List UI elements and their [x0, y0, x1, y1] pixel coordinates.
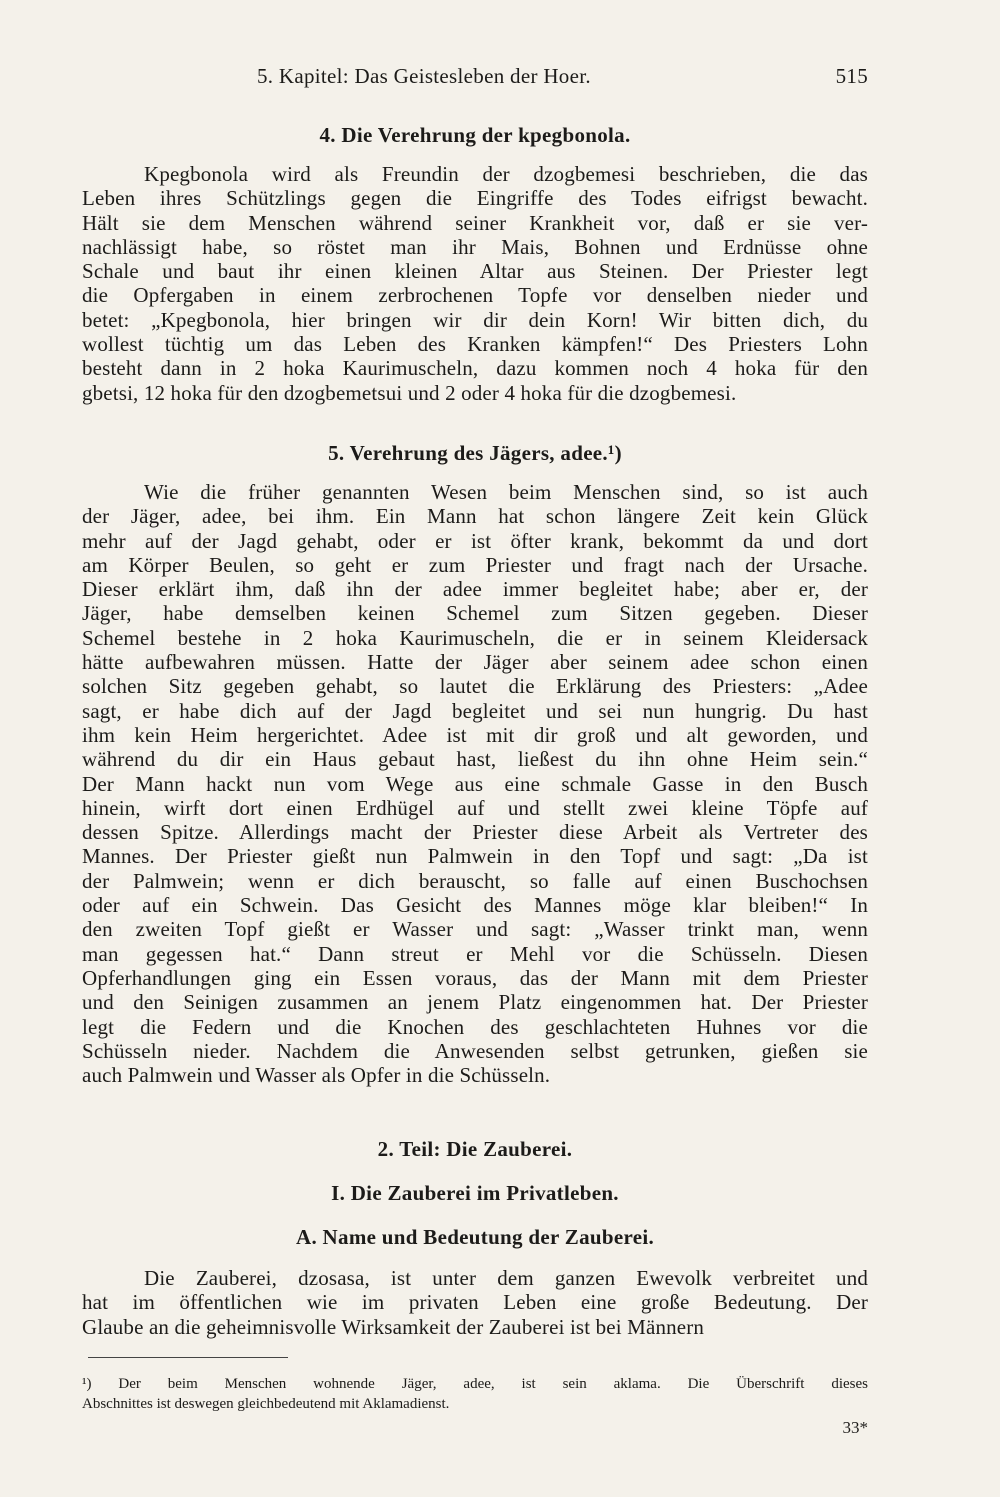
- text-line: Leben ihres Schützlings gegen die Eingriffe des Todes eifrigst bewacht.: [82, 186, 868, 211]
- text-line: Glaube an die geheimnisvolle Wirksamkeit der Zauberei ist bei Männern: [82, 1314, 705, 1339]
- text-line: oder auf ein Schwein. Das Gesicht des Mannes möge klar bleiben!“ In: [82, 893, 868, 918]
- text-line: der Palmwein; wenn er dich berauscht, so falle auf einen Buschochsen: [82, 868, 868, 893]
- text-line: hätte aufbewahren müssen. Hatte der Jäger aber seinem adee schon einen: [82, 650, 868, 675]
- text-line: und den Seinigen zusammen an jenem Platz eingenommen hat. Der Priester: [82, 990, 868, 1015]
- text-line: legt die Federn und die Knochen des geschlachteten Huhnes vor die: [82, 1014, 868, 1039]
- text-line: Abschnittes ist deswegen gleichbedeutend mit Aklamadienst.: [82, 1396, 450, 1412]
- footnote: [82, 1374, 868, 1414]
- text-line: man gegessen hat.“ Dann streut er Mehl vor die Schüsseln. Diesen: [82, 941, 868, 966]
- running-title: 5. Kapitel: Das Geistesleben der Hoer.: [257, 64, 591, 88]
- text-line: Hält sie dem Menschen während seiner Krankheit vor, daß er sie ver-: [82, 210, 868, 235]
- text-line: während du dir ein Haus gebaut hast, ließest du ihn ohne Heim sein.“: [82, 747, 868, 772]
- text-line: Schemel bestehe in 2 hoka Kaurimuscheln, die er in seinem Kleidersack: [82, 625, 868, 650]
- text-line: Jäger, habe demselben keinen Schemel zum Sitzen gegeben. Dieser: [82, 601, 868, 626]
- section-5-paragraph: [82, 480, 868, 1087]
- text-line: die Opfergaben in einem zerbrochenen Topfe vor denselben nieder und: [82, 283, 868, 308]
- text-line: ihm kein Heim hergerichtet. Adee ist mit dir groß und alt geworden, und: [82, 722, 868, 747]
- footnote-divider: [88, 1357, 288, 1358]
- text-line: Kpegbonola wird als Freundin der dzogbemesi beschrieben, die das: [144, 162, 868, 186]
- text-line: Wie die früher genannten Wesen beim Menschen sind, so ist auch: [144, 480, 868, 504]
- text-line: am Körper Beulen, so geht er zum Priester und fragt nach der Ursache.: [82, 552, 868, 577]
- text-line: Opferhandlungen ging ein Essen voraus, das der Mann mit dem Priester: [82, 965, 868, 990]
- section-4-heading: 4. Die Verehrung der kpegbonola.: [319, 123, 631, 147]
- text-line: sagt, er habe dich auf der Jagd begleitet und sei nun hungrig. Du hast: [82, 698, 868, 723]
- part-2-paragraph: [82, 1266, 868, 1339]
- text-line: den zweiten Topf gießt er Wasser und sagt: „Wasser trinkt man, wenn: [82, 917, 868, 942]
- text-line: hat im öffentlichen wie im privaten Leben eine große Bedeutung. Der: [82, 1290, 868, 1315]
- page-number: 515: [835, 64, 868, 88]
- part-2-heading: 2. Teil: Die Zauberei.: [377, 1137, 573, 1161]
- text-line: Dieser erklärt ihm, daß ihn der adee immer begleitet habe; aber er, der: [82, 577, 868, 602]
- part-2-subsubheading: A. Name und Bedeutung der Zauberei.: [295, 1225, 654, 1249]
- text-line: ¹) Der beim Menschen wohnende Jäger, adee, ist sein aklama. Die Überschrift dieses: [82, 1376, 868, 1392]
- section-4-paragraph: [82, 162, 868, 405]
- text-line: der Jäger, adee, bei ihm. Ein Mann hat schon längere Zeit kein Glück: [82, 504, 868, 529]
- text-line: hinein, wirft dort einen Erdhügel auf und stellt zwei kleine Töpfe auf: [82, 795, 868, 820]
- text-line: betet: „Kpegbonola, hier bringen wir dir dein Korn! Wir bitten dich, du: [82, 307, 868, 332]
- text-line: solchen Sitz gegeben gehabt, so lautet die Erklärung des Priesters: „Adee: [82, 674, 868, 699]
- section-5-heading: 5. Verehrung des Jägers, adee.¹): [328, 441, 622, 465]
- part-2-subheading: I. Die Zauberei im Privatleben.: [331, 1181, 619, 1205]
- text-line: Mannes. Der Priester gießt nun Palmwein in den Topf und sagt: „Da ist: [82, 844, 868, 869]
- text-line: Schüsseln nieder. Nachdem die Anwesenden selbst getrunken, gießen sie: [82, 1038, 868, 1063]
- text-line: gbetsi, 12 hoka für den dzogbemetsui und 2 oder 4 hoka für die dzogbemesi.: [82, 380, 737, 405]
- text-line: wollest tüchtig um das Leben des Kranken kämpfen!“ Des Priesters Lohn: [82, 332, 868, 357]
- text-line: nachlässigt habe, so röstet man ihr Mais, Bohnen und Erdnüsse ohne: [82, 234, 868, 259]
- text-line: Der Mann hackt nun vom Wege aus eine schmale Gasse in den Busch: [82, 771, 868, 796]
- text-line: Schale und baut ihr einen kleinen Altar aus Steinen. Der Priester legt: [82, 259, 868, 284]
- text-line: auch Palmwein und Wasser als Opfer in die Schüsseln.: [82, 1063, 551, 1088]
- text-line: dessen Spitze. Allerdings macht der Priester diese Arbeit als Vertreter des: [82, 820, 868, 845]
- text-line: mehr auf der Jagd gehabt, oder er ist öfter krank, bekommt da und dort: [82, 528, 868, 553]
- signature-mark: 33*: [842, 1418, 868, 1437]
- text-line: besteht dann in 2 hoka Kaurimuscheln, dazu kommen noch 4 hoka für den: [82, 356, 868, 381]
- text-line: Die Zauberei, dzosasa, ist unter dem ganzen Ewevolk verbreitet und: [144, 1266, 868, 1290]
